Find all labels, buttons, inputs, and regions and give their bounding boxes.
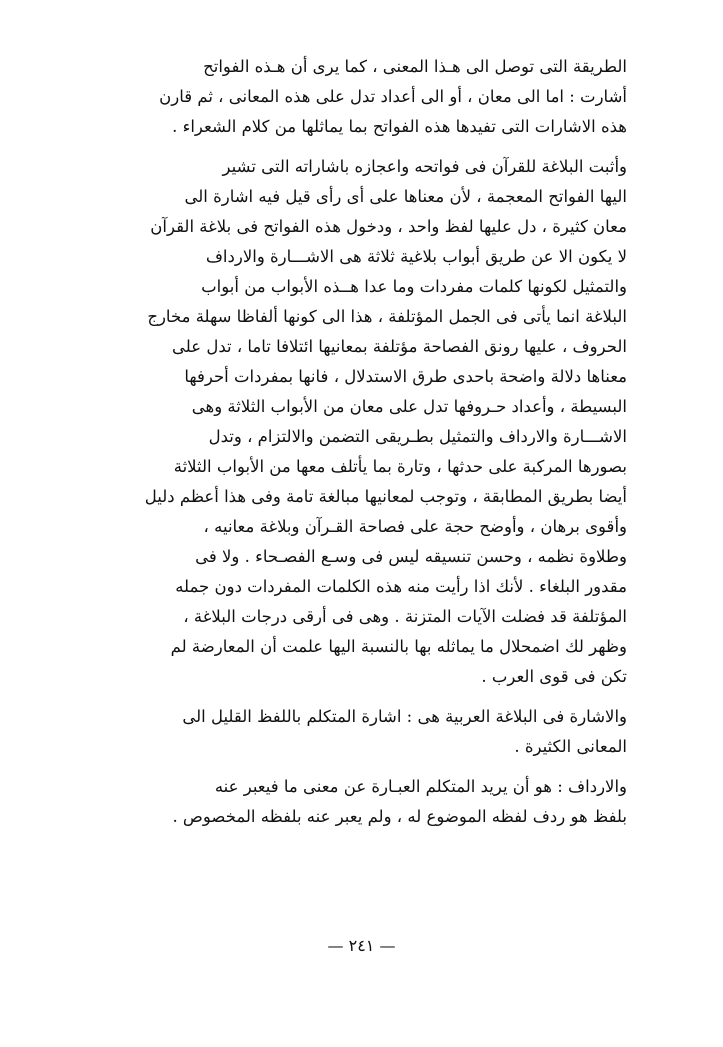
text-line: اليها الفواتح المعجمة ، لأن معناها على أى رأى قيل فيه اشارة الى (184, 187, 627, 206)
text-line: البلاغة انما يأتى فى الجمل المؤتلفة ، هذا الى كونها ألفاظا سهلة مخارج (147, 307, 627, 326)
paragraph (96, 152, 627, 692)
text-line: أشارت : اما الى معان ، أو الى أعداد تدل على هذه المعانى ، ثم قارن (159, 87, 627, 106)
text-line: بصورها المركبة على حدثها ، وتارة بما يأتلف معها من الأبواب الثلاثة (173, 457, 627, 476)
text-line: والارداف : هو أن يريد المتكلم العبـارة عن معنى ما فيعبر عنه (214, 777, 627, 796)
text-line: معان كثيرة ، دل عليها لفظ واحد ، ودخول هذه الفواتح فى بلاغة القرآن (150, 217, 627, 236)
text-line: أيضا بطريق المطابقة ، وتوجب لمعانيها مبالغة تامة وفى هذا أعظم دليل (144, 487, 627, 506)
paragraph (96, 702, 627, 762)
text-line: الحروف ، عليها رونق الفصاحة مؤتلفة بمعانيها ائتلافا تاما ، تدل على (172, 337, 627, 356)
paragraph (96, 52, 627, 142)
text-line: الاشـــارة والارداف والتمثيل بطـريقى التضمن والالتزام ، وتدل (208, 427, 627, 446)
text-line: بلفظ هو ردف لفظه الموضوع له ، ولم يعبر عنه بلفظه المخصوص . (172, 807, 627, 826)
text-line: المعانى الكثيرة . (514, 737, 627, 756)
text-line: المؤتلفة قد فضلت الآيات المتزنة . وهى فى أرقى درجات البلاغة ، (183, 607, 627, 626)
text-line: هذه الاشارات التى تفيدها هذه الفواتح بما يماثلها من كلام الشعراء . (172, 117, 627, 136)
paragraph (96, 772, 627, 832)
text-line: تكن فى قوى العرب . (481, 667, 627, 686)
text-line: مقدور البلغاء . لأنك اذا رأيت منه هذه الكلمات المفردات دون جمله (175, 577, 627, 596)
text-line: البسيطة ، وأعداد حـروفها تدل على معان من الأبواب الثلاثة وهى (191, 397, 627, 416)
text-line: معناها دلالة واضحة باحدى طرق الاستدلال ، فانها بمفردات أحرفها (184, 367, 627, 386)
text-line: وظهر لك اضمحلال ما يماثله بها بالنسبة اليها علمت أن المعارضة لم (170, 637, 627, 656)
page-number: — ٢٤١ — (327, 936, 396, 955)
text-line: والاشارة فى البلاغة العربية هى : اشارة المتكلم باللفظ القليل الى (182, 707, 627, 726)
text-line: وطلاوة نظمه ، وحسن تنسيقه ليس فى وسـع الفصـحاء . ولا فى (195, 547, 627, 566)
body-text (96, 52, 627, 832)
text-line: والتمثيل لكونها كلمات مفردات وما عدا هــذه الأبواب من أبواب (201, 277, 627, 296)
text-line: لا يكون الا عن طريق أبواب بلاغية ثلاثة هى الاشـــارة والارداف (205, 247, 627, 266)
text-line: الطريقة التى توصل الى هـذا المعنى ، كما يرى أن هـذه الفواتح (203, 57, 627, 76)
text-line: وأثبت البلاغة للقرآن فى فواتحه واعجازه باشاراته التى تشير (222, 157, 627, 176)
text-line: وأقوى برهان ، وأوضح حجة على فصاحة القـرآن وبلاغة معانيه ، (203, 517, 627, 536)
